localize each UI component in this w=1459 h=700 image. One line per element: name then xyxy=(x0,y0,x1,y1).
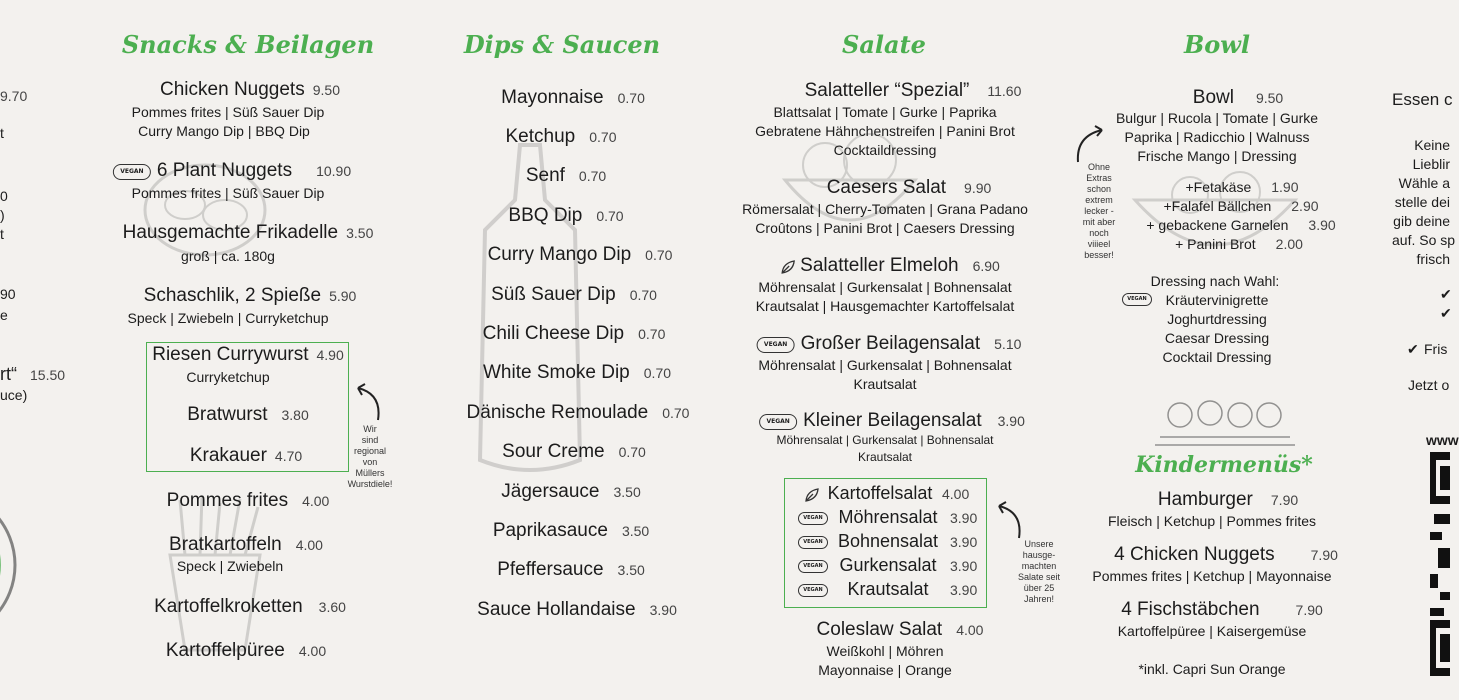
item-desc: Möhrensalat | Gurkensalat | Bohnensalat xyxy=(758,279,1012,295)
kinder-heading: Kindermenüs* xyxy=(1135,452,1313,478)
bowl-extra xyxy=(1185,179,1298,195)
extra-name: +Falafel Bällchen xyxy=(1163,198,1272,214)
item-name: Caesers Salat xyxy=(826,177,947,198)
left-cut-frag: t xyxy=(0,226,4,242)
right-cut-line: frisch xyxy=(1416,251,1450,267)
extra-name: + gebackene Garnelen xyxy=(1146,217,1289,233)
bratkartoffeln-item xyxy=(169,534,323,556)
item-price: 0.70 xyxy=(643,365,672,381)
left-cut-frag xyxy=(0,364,65,385)
item-name: 4 Chicken Nuggets xyxy=(1114,544,1275,565)
item-price: 5.90 xyxy=(329,288,357,304)
right-cut-line: Lieblir xyxy=(1412,156,1450,172)
item-name: Hamburger xyxy=(1157,489,1253,510)
item-desc: Mayonnaise | Orange xyxy=(818,662,952,678)
item-desc: Bulgur | Rucola | Tomate | Gurke xyxy=(1115,110,1319,126)
dip-item xyxy=(501,87,645,109)
item-price: 10.90 xyxy=(316,163,352,179)
item-price: 0.70 xyxy=(617,90,645,106)
dressing-item: Joghurtdressing xyxy=(1167,311,1267,327)
dip-item xyxy=(491,284,657,306)
item-name: Kartoffelpüree xyxy=(165,640,285,661)
kinder-nuggets-item xyxy=(1114,544,1338,566)
item-name: Mayonnaise xyxy=(501,87,604,108)
item-name: Möhrensalat xyxy=(838,507,938,527)
item-name: Curry Mango Dip xyxy=(487,244,632,265)
item-name: Jägersauce xyxy=(501,481,600,502)
extra-price: 2.90 xyxy=(1291,198,1319,214)
item-name: 6 Plant Nuggets xyxy=(156,160,293,181)
item-name: Paprikasauce xyxy=(492,520,608,541)
salat-box-item xyxy=(798,483,978,504)
leaf-icon xyxy=(780,259,796,275)
left-cut-frag: ) xyxy=(0,207,5,223)
right-cut-line: Keine xyxy=(1414,137,1450,153)
kroketten-item xyxy=(154,596,346,618)
item-price: 11.60 xyxy=(987,83,1022,99)
item-name: Bratkartoffeln xyxy=(169,534,282,555)
salat-box-item xyxy=(798,555,978,576)
check-icon: ✔ xyxy=(1440,305,1452,321)
item-price: 9.50 xyxy=(312,82,340,98)
currywurst-item xyxy=(152,344,344,366)
klein-item xyxy=(759,410,1025,432)
item-price: 0.70 xyxy=(589,129,617,145)
caesers-item xyxy=(827,177,992,199)
item-price: 3.50 xyxy=(613,484,641,500)
extra-price: 2.00 xyxy=(1275,236,1303,252)
kinder-footnote: *inkl. Capri Sun Orange xyxy=(1138,661,1286,677)
dip-item xyxy=(502,441,646,463)
item-name: Chili Cheese Dip xyxy=(482,323,625,344)
item-price: 0.70 xyxy=(618,444,646,460)
dip-item xyxy=(477,599,677,621)
right-cut-line: Wähle a xyxy=(1398,175,1450,191)
item-price: 0.70 xyxy=(638,326,666,342)
item-price: 4.00 xyxy=(295,537,323,553)
item-price: 3.90 xyxy=(997,413,1025,429)
item-desc: Paprika | Radicchio | Walnuss xyxy=(1124,129,1310,145)
elmeloh-item xyxy=(780,255,1000,277)
fisch-item xyxy=(1121,599,1323,621)
pueree-item xyxy=(166,640,326,662)
right-cut-line: auf. So sp xyxy=(1392,232,1456,248)
item-desc: Kartoffelpüree | Kaisergemüse xyxy=(1117,623,1307,639)
item-name: Ketchup xyxy=(505,126,576,147)
item-name: Hausgemachte Frikadelle xyxy=(122,222,339,243)
item-desc: Cocktaildressing xyxy=(833,142,937,158)
ketchup-bottle-sketch xyxy=(465,140,595,480)
item-name: Coleslaw Salat xyxy=(816,619,943,640)
item-desc: Römersalat | Cherry-Tomaten | Grana Padano xyxy=(742,201,1028,217)
check-icon: ✔ xyxy=(1407,341,1419,357)
item-price: 4.70 xyxy=(274,448,303,464)
dip-item xyxy=(467,402,690,424)
bratwurst-item xyxy=(187,404,309,426)
item-desc: Fleisch | Ketchup | Pommes frites xyxy=(1107,513,1317,529)
vegan-badge-icon: VEGAN xyxy=(798,536,828,549)
bowl-note: Ohne Extras schon extrem lecker - mit aber noch viiieel besser! xyxy=(1082,162,1116,260)
item-desc: Pommes frites | Süß Sauer Dip xyxy=(131,104,325,120)
item-price: 0.70 xyxy=(578,168,607,184)
item-price: 4.00 xyxy=(298,643,327,659)
item-name: Bohnensalat xyxy=(837,531,939,551)
bowl-extra xyxy=(1163,198,1318,214)
item-name: Salatteller “Spezial” xyxy=(804,80,970,101)
item-desc: Weißkohl | Möhren xyxy=(826,643,944,659)
item-desc: Möhrensalat | Gurkensalat | Bohnensalat xyxy=(758,357,1012,373)
item-name: Großer Beilagensalat xyxy=(800,333,981,354)
vegan-badge-icon: VEGAN xyxy=(113,164,151,180)
dip-item xyxy=(508,205,623,227)
frikadelle-item xyxy=(123,222,374,244)
item-price: 3.90 xyxy=(950,510,978,526)
gross-item xyxy=(757,333,1022,355)
bowl-heading: Bowl xyxy=(1183,30,1251,59)
right-cut-www: www xyxy=(1426,432,1459,448)
item-desc: Curryketchup xyxy=(186,369,270,385)
item-price: 4.90 xyxy=(316,347,344,363)
spezial-item xyxy=(805,80,1022,102)
bowl-extra xyxy=(1146,217,1335,233)
dip-item xyxy=(526,165,606,187)
leaf-icon xyxy=(804,487,820,503)
right-cut-jetzt: Jetzt o xyxy=(1408,377,1450,393)
item-desc: Frische Mango | Dressing xyxy=(1137,148,1297,164)
item-desc: Pommes frites | Ketchup | Mayonnaise xyxy=(1092,568,1332,584)
left-cut-frag: 90 xyxy=(0,286,16,302)
item-name: 4 Fischstäbchen xyxy=(1121,599,1260,620)
pommes-item xyxy=(167,490,330,512)
item-desc: groß | ca. 180g xyxy=(181,248,275,264)
plant-nuggets-item xyxy=(113,160,351,182)
item-price: 4.00 xyxy=(942,486,970,502)
dip-item xyxy=(488,244,673,266)
left-cut-name: rt“ xyxy=(0,364,17,384)
vegan-badge-icon: VEGAN xyxy=(757,337,795,353)
kids-illustration xyxy=(1155,397,1295,449)
item-price: 7.90 xyxy=(1295,602,1323,618)
item-price: 6.90 xyxy=(972,258,1000,274)
dressing-title: Dressing nach Wahl: xyxy=(1150,273,1280,289)
item-name: Salatteller Elmeloh xyxy=(800,255,959,276)
item-name: Kleiner Beilagensalat xyxy=(803,410,982,431)
salate-note: Unsere hausge- machten Salate seit über 25 Jahren! xyxy=(1017,539,1061,604)
dip-item xyxy=(506,126,617,148)
item-name: Pommes frites xyxy=(166,490,289,511)
extra-price: 1.90 xyxy=(1271,179,1299,195)
item-price: 0.70 xyxy=(629,287,657,303)
curved-arrow-icon xyxy=(1074,124,1106,164)
item-name: Chicken Nuggets xyxy=(160,79,305,100)
snacks-heading: Snacks & Beilagen xyxy=(121,30,375,59)
item-price: 3.90 xyxy=(950,558,978,574)
item-price: 9.50 xyxy=(1255,90,1284,106)
item-desc: Krautsalat | Hausgemachter Kartoffelsalat xyxy=(755,298,1015,314)
item-price: 4.00 xyxy=(302,493,330,509)
item-name: White Smoke Dip xyxy=(482,362,630,383)
right-cut-frisch xyxy=(1407,341,1447,358)
left-cut-frag: 0 xyxy=(0,188,8,204)
item-name: Kartoffelkroketten xyxy=(154,596,303,617)
item-price: 0.70 xyxy=(662,405,690,421)
right-cut-line: gib deine xyxy=(1393,213,1450,229)
right-cut-line: Fris xyxy=(1424,341,1448,357)
item-price: 3.50 xyxy=(621,523,650,539)
left-cut-frag: t xyxy=(0,125,4,141)
schaschlik-item xyxy=(144,285,357,307)
item-price: 3.60 xyxy=(318,599,346,615)
vegan-badge-icon: VEGAN xyxy=(1122,293,1152,306)
left-cut-price: 9.70 xyxy=(0,88,28,104)
vegan-badge-icon: VEGAN xyxy=(798,560,828,573)
salat-box-item xyxy=(798,507,978,528)
item-price: 3.80 xyxy=(281,407,309,423)
item-name: Senf xyxy=(525,165,565,186)
item-price: 4.00 xyxy=(956,622,984,638)
dip-item xyxy=(497,559,645,581)
qr-code xyxy=(1430,452,1450,694)
item-name: Bowl xyxy=(1192,87,1234,108)
dressing-item: Cocktail Dressing xyxy=(1162,349,1272,365)
item-price: 0.70 xyxy=(596,208,624,224)
left-cut-frag: uce) xyxy=(0,387,28,403)
item-price: 9.90 xyxy=(964,180,992,196)
bowl-item xyxy=(1193,87,1283,109)
item-desc: Speck | Zwiebeln | Curryketchup xyxy=(127,310,329,326)
chicken-nuggets-item xyxy=(160,79,340,101)
dip-item xyxy=(483,362,671,384)
curved-arrow-icon xyxy=(352,382,384,422)
item-price: 0.70 xyxy=(645,247,673,263)
item-desc: Krautsalat xyxy=(857,450,913,464)
item-name: Dänische Remoulade xyxy=(466,402,649,423)
vegan-badge-icon: VEGAN xyxy=(798,584,828,597)
item-name: Krakauer xyxy=(189,445,267,466)
fries-sketch xyxy=(140,495,290,655)
item-price: 7.90 xyxy=(1270,492,1299,508)
item-desc: Krautsalat xyxy=(853,376,917,392)
item-desc: Curry Mango Dip | BBQ Dip xyxy=(138,123,310,139)
check-icon: ✔ xyxy=(1440,286,1452,302)
dip-item xyxy=(493,520,649,542)
item-price: 3.90 xyxy=(649,602,677,618)
item-name: BBQ Dip xyxy=(508,205,583,226)
item-name: Süß Sauer Dip xyxy=(491,284,616,305)
salat-box-item xyxy=(798,579,978,600)
curved-arrow-icon xyxy=(993,500,1025,540)
item-name: Kartoffelsalat xyxy=(827,483,933,503)
right-cut-line: stelle dei xyxy=(1394,194,1450,210)
extra-name: + Panini Brot xyxy=(1175,236,1256,252)
dips-heading: Dips & Saucen xyxy=(463,30,661,59)
item-name: Bratwurst xyxy=(187,404,268,425)
dip-item xyxy=(483,323,666,345)
dressing-item: Caesar Dressing xyxy=(1164,330,1270,346)
item-price: 3.50 xyxy=(617,562,645,578)
right-cut-title: Essen c xyxy=(1392,90,1453,109)
krakauer-item xyxy=(190,445,302,467)
item-desc: Gebratene Hähnchenstreifen | Panini Brot xyxy=(755,123,1015,139)
item-price: 3.90 xyxy=(950,582,978,598)
item-price: 7.90 xyxy=(1310,547,1338,563)
item-name: Gurkensalat xyxy=(839,555,937,575)
plate-outline xyxy=(0,485,30,645)
salat-box-item xyxy=(798,531,978,552)
item-name: Krautsalat xyxy=(847,579,929,599)
extra-name: +Fetakäse xyxy=(1185,179,1252,195)
bowl-extra xyxy=(1175,236,1303,252)
coleslaw-item xyxy=(817,619,984,641)
item-desc: Speck | Zwiebeln xyxy=(176,558,284,574)
vegan-badge-icon: VEGAN xyxy=(759,414,797,430)
item-price: 3.90 xyxy=(950,534,978,550)
left-cut-price: 15.50 xyxy=(30,367,66,383)
dressing-item: Kräutervinigrette xyxy=(1165,292,1269,308)
vegan-badge-icon: VEGAN xyxy=(798,512,828,525)
item-name: Riesen Currywurst xyxy=(152,344,309,365)
dip-item xyxy=(501,481,640,503)
left-cut-frag: e xyxy=(0,307,8,323)
item-desc: Pommes frites | Süß Sauer Dip xyxy=(131,185,325,201)
right-cut-text xyxy=(1392,136,1456,269)
extra-price: 3.90 xyxy=(1308,217,1336,233)
item-price: 5.10 xyxy=(994,336,1022,352)
wurst-note: Wir sind regional von Müllers Wurstdiele! xyxy=(347,424,393,489)
item-name: Sauce Hollandaise xyxy=(477,599,636,620)
item-desc: Möhrensalat | Gurkensalat | Bohnensalat xyxy=(776,433,994,447)
item-name: Pfeffersauce xyxy=(497,559,604,580)
item-price: 3.50 xyxy=(346,225,374,241)
item-desc: Croûtons | Panini Brot | Caesers Dressing xyxy=(755,220,1015,236)
item-name: Sour Creme xyxy=(502,441,605,462)
hamburger-item xyxy=(1158,489,1298,511)
salate-heading: Salate xyxy=(842,30,926,59)
item-name: Schaschlik, 2 Spieße xyxy=(143,285,322,306)
item-desc: Blattsalat | Tomate | Gurke | Paprika xyxy=(773,104,997,120)
